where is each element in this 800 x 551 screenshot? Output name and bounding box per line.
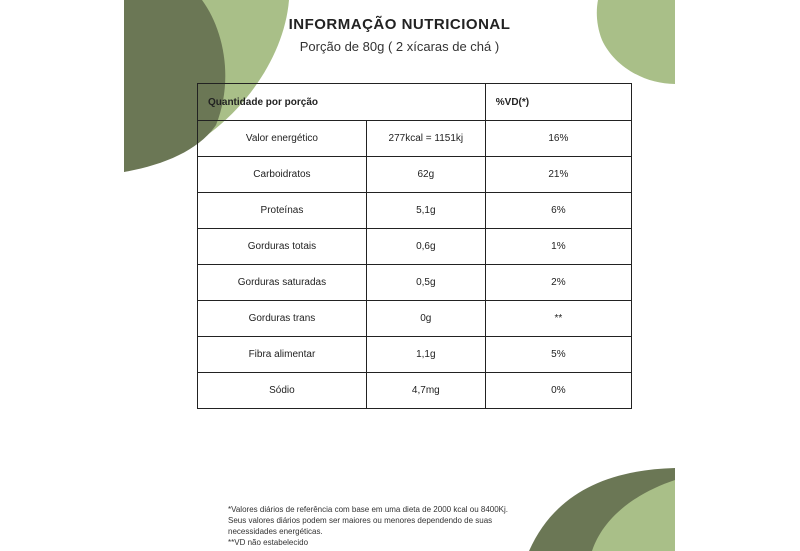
footnote-line: Seus valores diários podem ser maiores ou menores dependendo de suas (228, 516, 493, 525)
nutrient-cell: Fibra alimentar (198, 337, 367, 373)
vd-cell: 1% (485, 229, 631, 265)
vd-header-cell: %VD(*) (485, 84, 631, 121)
vd-cell: 21% (485, 157, 631, 193)
portion-header-cell: Quantidade por porção (198, 84, 486, 121)
nutrient-cell: Valor energético (198, 121, 367, 157)
amount-cell: 5,1g (366, 193, 485, 229)
table-header-row (198, 84, 632, 121)
nutrition-table (197, 83, 632, 409)
table-row (198, 229, 632, 265)
table-row (198, 193, 632, 229)
footnote-line: necessidades energéticas. (228, 527, 323, 536)
nutrient-cell: Gorduras saturadas (198, 265, 367, 301)
table-row (198, 373, 632, 409)
footnote-line: *Valores diários de referência com base em uma dieta de 2000 kcal ou 8400Kj. (228, 505, 509, 514)
nutrient-cell: Sódio (198, 373, 367, 409)
footnote (228, 504, 528, 548)
amount-cell: 0g (366, 301, 485, 337)
vd-cell: 5% (485, 337, 631, 373)
table-row (198, 301, 632, 337)
nutrient-cell: Proteínas (198, 193, 367, 229)
footnote-line: **VD não estabelecido (228, 538, 309, 547)
amount-cell: 62g (366, 157, 485, 193)
table-row (198, 265, 632, 301)
amount-cell: 277kcal = 1151kj (366, 121, 485, 157)
table-row (198, 337, 632, 373)
table-row (198, 157, 632, 193)
nutrient-cell: Gorduras trans (198, 301, 367, 337)
table-row (198, 121, 632, 157)
amount-cell: 1,1g (366, 337, 485, 373)
vd-cell: 6% (485, 193, 631, 229)
amount-cell: 0,6g (366, 229, 485, 265)
vd-cell: 0% (485, 373, 631, 409)
amount-cell: 0,5g (366, 265, 485, 301)
vd-cell: 2% (485, 265, 631, 301)
portion-subtitle: Porção de 80g ( 2 xícaras de chá ) (299, 39, 500, 54)
nutrition-card (124, 0, 675, 551)
vd-cell: 16% (485, 121, 631, 157)
page-title: INFORMAÇÃO NUTRICIONAL (288, 16, 511, 33)
amount-cell: 4,7mg (366, 373, 485, 409)
nutrient-cell: Gorduras totais (198, 229, 367, 265)
vd-cell: ** (485, 301, 631, 337)
nutrient-cell: Carboidratos (198, 157, 367, 193)
